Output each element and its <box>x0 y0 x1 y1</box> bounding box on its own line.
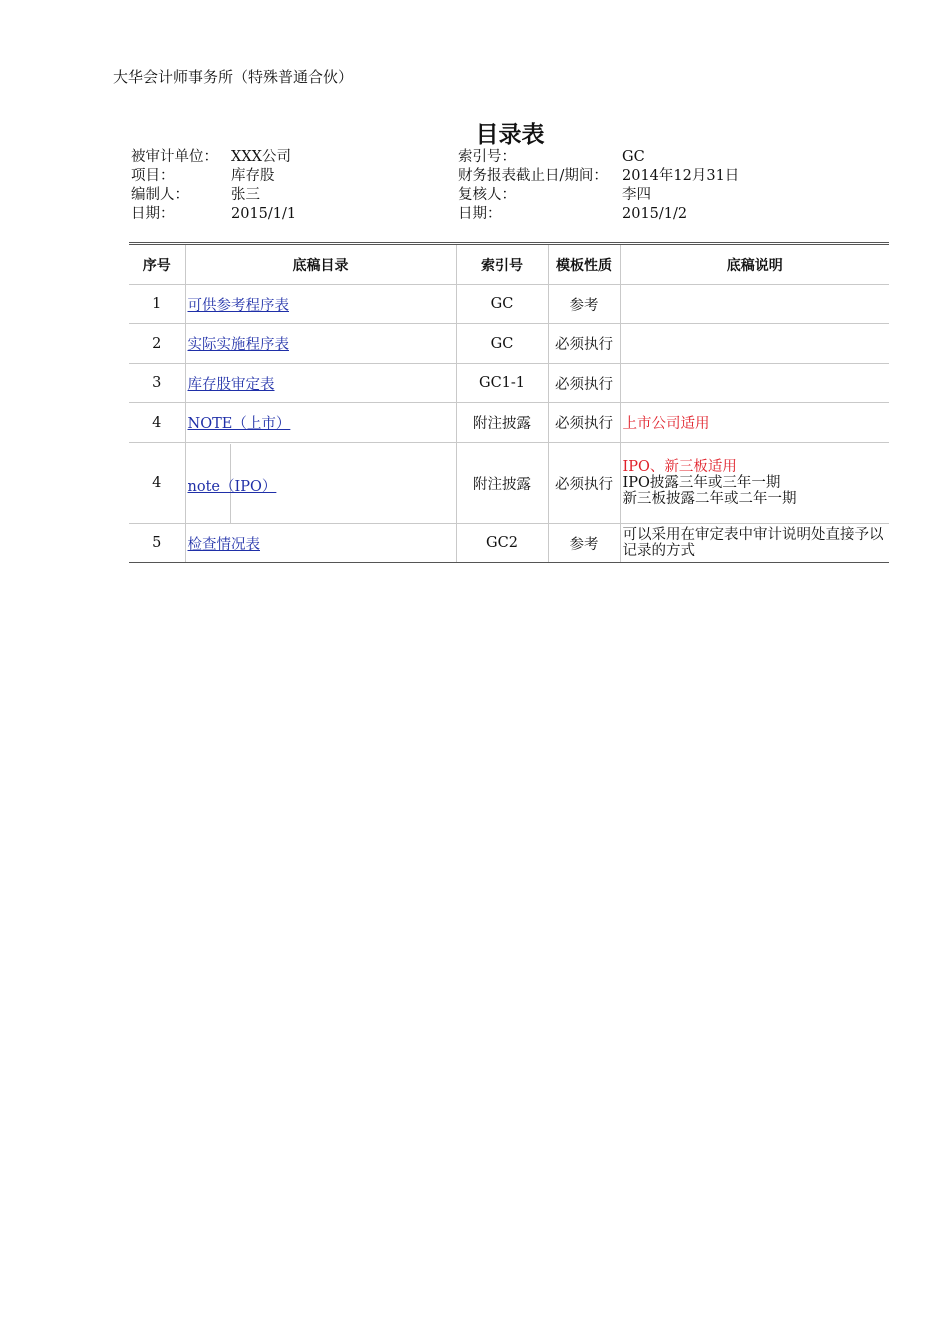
table-row <box>129 285 889 324</box>
reviewer-value: 李四 <box>622 187 651 203</box>
row-nature: 必须执行 <box>548 403 620 443</box>
row-desc: 可以采用在审定表中审计说明处直接予以记录的方式 <box>620 524 889 563</box>
reviewer-label: 复核人： <box>458 187 516 203</box>
row-nature: 必须执行 <box>548 443 620 524</box>
row-nature: 参考 <box>548 285 620 324</box>
desc-line-3: 新三板披露二年或二年一期 <box>622 491 797 507</box>
row-name-cell <box>185 403 456 443</box>
review-date-value: 2015/1/2 <box>622 206 688 222</box>
row-no: 1 <box>129 285 185 324</box>
row-desc <box>620 443 889 524</box>
row-name-cell <box>185 285 456 324</box>
project-label: 项目： <box>131 168 175 184</box>
row-nature: 必须执行 <box>548 364 620 403</box>
row-desc <box>620 285 889 324</box>
index-label: 索引号： <box>458 149 516 165</box>
table-row <box>129 403 889 443</box>
table-row <box>129 364 889 403</box>
table-row <box>129 443 889 524</box>
header-nature: 模板性质 <box>548 244 620 285</box>
row-index: 附注披露 <box>456 443 548 524</box>
desc-line-1: IPO、新三板适用 <box>622 459 737 475</box>
table-row <box>129 524 889 563</box>
workpaper-link[interactable]: 可供参考程序表 <box>187 297 289 314</box>
directory-table <box>129 242 889 563</box>
row-name-cell <box>185 364 456 403</box>
row-name-cell <box>185 524 456 563</box>
header-index: 索引号 <box>456 244 548 285</box>
meta-right-values <box>622 148 739 224</box>
preparer-label: 编制人： <box>131 187 189 203</box>
row-index: GC <box>456 285 548 324</box>
period-label: 财务报表截止日/期间： <box>458 168 608 184</box>
meta-left-labels <box>131 148 218 224</box>
row-index: GC2 <box>456 524 548 563</box>
row-no: 4 <box>129 403 185 443</box>
workpaper-link[interactable]: 库存股审定表 <box>187 376 275 393</box>
row-index: GC <box>456 324 548 364</box>
table-row <box>129 324 889 364</box>
row-nature: 必须执行 <box>548 324 620 364</box>
desc-line-2: IPO披露三年或三年一期 <box>622 475 781 491</box>
meta-right-labels <box>458 148 608 224</box>
workpaper-link[interactable]: 检查情况表 <box>187 536 260 553</box>
row-index: 附注披露 <box>456 403 548 443</box>
row-no: 4 <box>129 443 185 524</box>
index-value: GC <box>622 149 645 165</box>
row-desc <box>620 364 889 403</box>
auditee-value: XXX公司 <box>231 149 291 165</box>
date-value: 2015/1/1 <box>231 206 297 222</box>
preparer-value: 张三 <box>231 187 260 203</box>
table-header-row <box>129 244 889 285</box>
row-nature: 参考 <box>548 524 620 563</box>
row-desc <box>620 324 889 364</box>
meta-left-values <box>231 148 296 224</box>
workpaper-link[interactable]: NOTE（上市） <box>187 416 291 432</box>
workpaper-link[interactable]: note（IPO） <box>187 478 277 495</box>
header-desc: 底稿说明 <box>620 244 889 285</box>
row-name-cell <box>185 443 456 524</box>
row-no: 3 <box>129 364 185 403</box>
workpaper-link[interactable]: 实际实施程序表 <box>187 337 289 353</box>
row-no: 5 <box>129 524 185 563</box>
header-no: 序号 <box>129 244 185 285</box>
firm-name: 大华会计师事务所（特殊普通合伙） <box>113 68 354 86</box>
header-name: 底稿目录 <box>185 244 456 285</box>
review-date-label: 日期： <box>458 206 502 222</box>
auditee-label: 被审计单位： <box>131 149 218 165</box>
page-title: 目录表 <box>475 122 545 148</box>
row-index: GC1-1 <box>456 364 548 403</box>
period-value: 2014年12月31日 <box>622 168 740 184</box>
project-value: 库存股 <box>231 168 275 184</box>
row-desc: 上市公司适用 <box>620 403 889 443</box>
row-no: 2 <box>129 324 185 364</box>
row-name-cell <box>185 324 456 364</box>
date-label: 日期： <box>131 206 175 222</box>
